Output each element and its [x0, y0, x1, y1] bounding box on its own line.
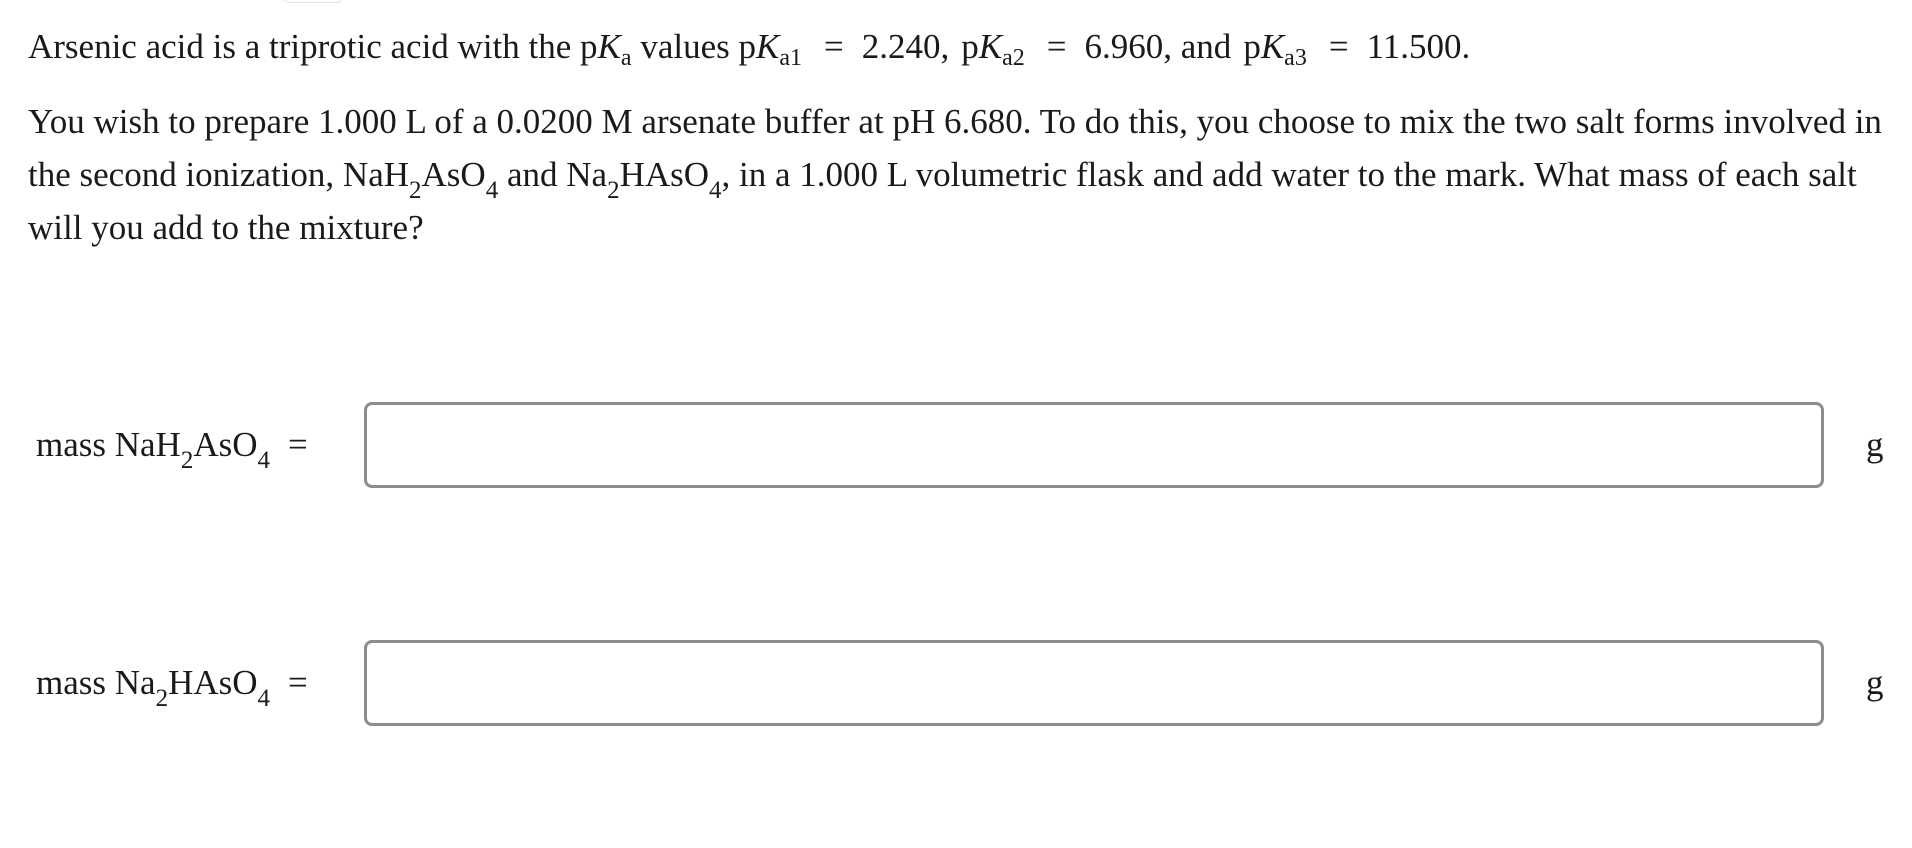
pka2-subscript: a2 — [1002, 45, 1025, 71]
pka2-value: 6.960, and — [1084, 27, 1232, 66]
intro-text: Arsenic acid is a triprotic acid with the — [28, 27, 581, 66]
formula-part: NaH — [342, 155, 410, 194]
formula-subscript: 4 — [709, 177, 722, 204]
formula-nah2aso4 — [342, 155, 499, 204]
formula-part: HAsO — [168, 663, 258, 702]
values-text: values — [631, 27, 739, 66]
mass-na2haso4-input[interactable] — [364, 640, 1824, 726]
pka3-value: 11.500. — [1366, 27, 1471, 66]
mass-word: mass — [36, 663, 106, 702]
formula-subscript: 2 — [155, 685, 169, 712]
equals-sign: = — [288, 425, 308, 464]
question-text — [28, 20, 1888, 254]
unit-g-label: g — [1866, 425, 1884, 464]
formula-na2haso4 — [566, 155, 722, 204]
pka2-k: K — [978, 27, 1003, 66]
formula-subscript: 4 — [257, 447, 271, 474]
pka3-equals: = — [1328, 27, 1349, 66]
answer-row-nah2aso4 — [0, 402, 1912, 488]
mass-word: mass — [36, 425, 106, 464]
pka1-equals: = — [824, 27, 844, 66]
pka1-value: 2.240, — [861, 27, 950, 66]
equals-sign: = — [288, 663, 308, 702]
pka2-p: p — [961, 27, 979, 66]
para2-and: and — [498, 155, 567, 194]
mass-na2haso4-label — [36, 640, 308, 726]
formula-part: AsO — [193, 425, 258, 464]
pka1-p: p — [738, 27, 756, 66]
para2-part1: You wish to prepare 1.000 L of a 0.0200 M arsenate buffer at pH 6.680. To do this, you choose to mix the two salt forms involved in the second ionization, — [28, 102, 1882, 194]
formula-part: AsO — [421, 155, 486, 194]
formula-part: Na — [566, 155, 608, 194]
unit-g-label: g — [1866, 663, 1884, 702]
pka1-k: K — [755, 27, 780, 66]
question-paragraph-1 — [28, 20, 1888, 73]
pka3-p: p — [1243, 27, 1261, 66]
formula-subscript: 2 — [607, 177, 620, 204]
pka3-subscript: a3 — [1284, 45, 1307, 71]
para2-part2: , in a 1.000 L volumetric flask and add water to the mark. What mass of each salt will you add to the mixture? — [28, 155, 1857, 247]
formula-part: NaH — [114, 425, 181, 464]
mass-nah2aso4-input[interactable] — [364, 402, 1824, 488]
formula-part: HAsO — [619, 155, 710, 194]
p-text: p — [580, 27, 598, 66]
top-tab-decoration — [282, 0, 344, 3]
formula-part: Na — [114, 663, 156, 702]
answer-row-na2haso4 — [0, 640, 1912, 726]
formula-subscript: 4 — [485, 177, 499, 204]
pka3-k: K — [1260, 27, 1285, 66]
pka2-equals: = — [1046, 27, 1067, 66]
k-text: K — [597, 27, 621, 66]
ka-subscript: a — [620, 45, 632, 71]
mass-nah2aso4-label — [36, 402, 308, 488]
pka1-subscript: a1 — [779, 45, 802, 71]
formula-subscript: 2 — [180, 447, 194, 474]
question-paragraph-2 — [28, 95, 1888, 254]
formula-subscript: 2 — [409, 177, 422, 204]
formula-subscript: 4 — [257, 685, 271, 712]
